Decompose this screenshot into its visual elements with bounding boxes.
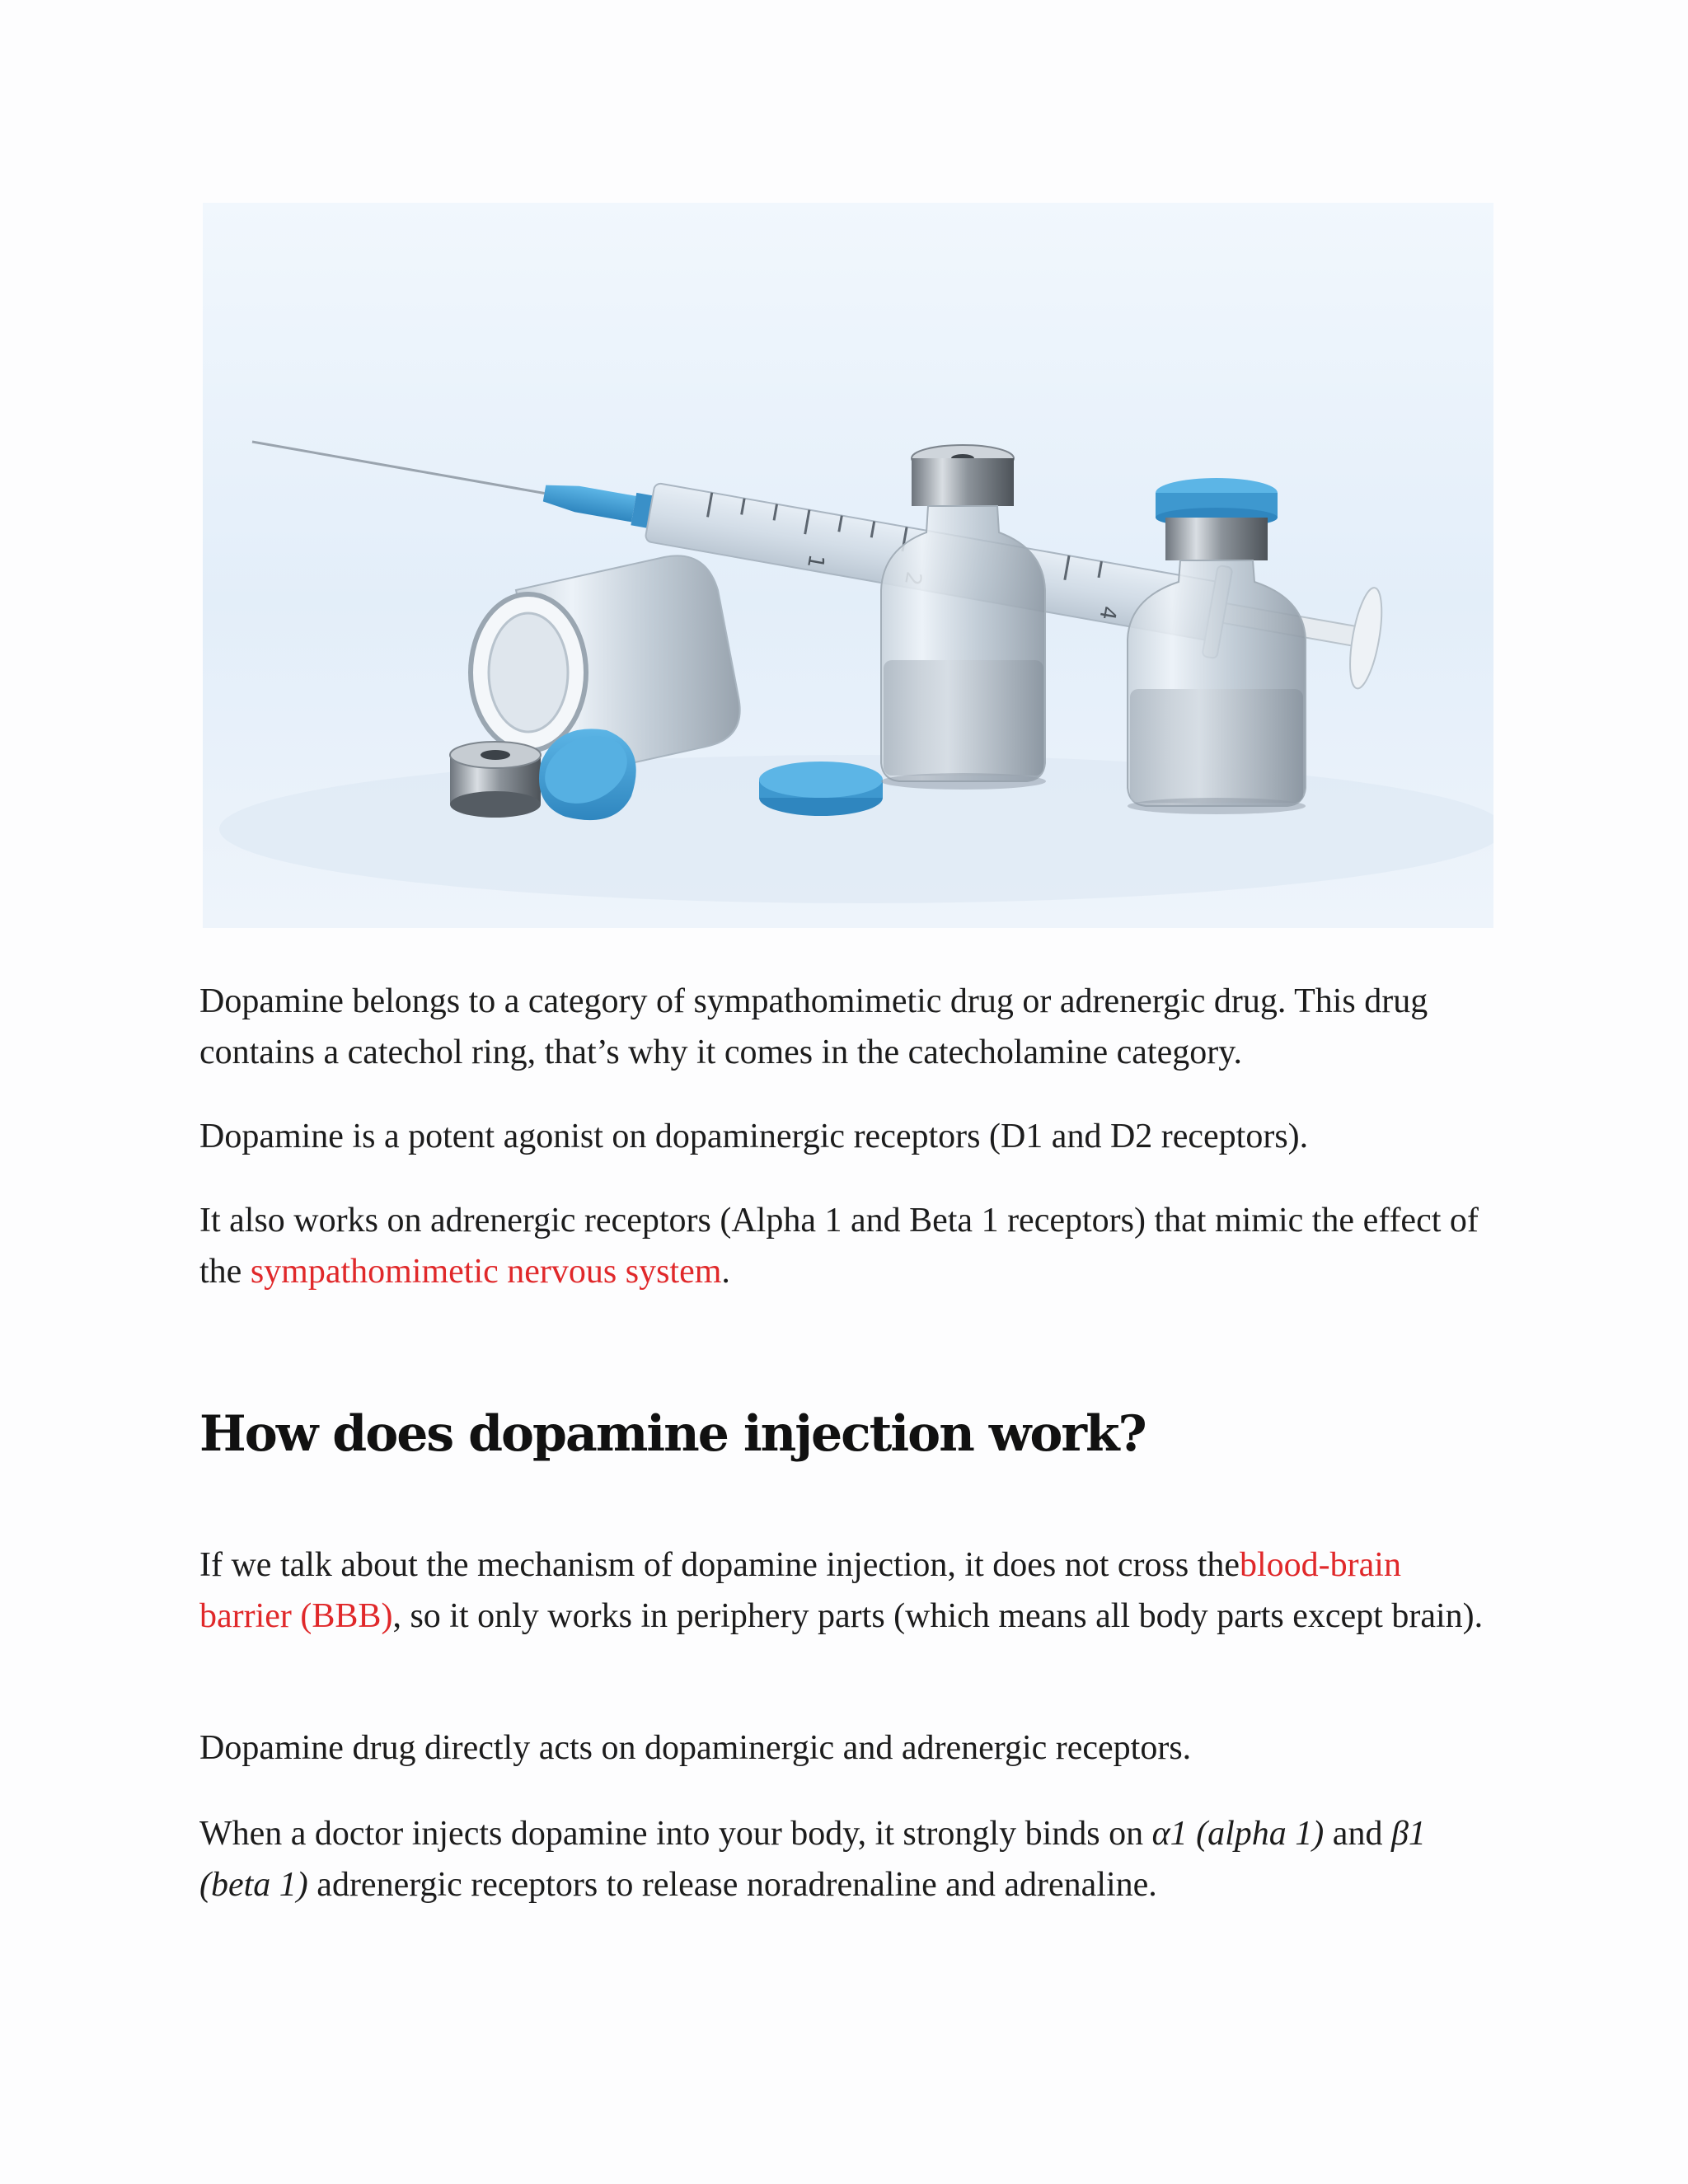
section-paragraph-2-text: Dopamine drug directly acts on dopaminergic and adrenergic receptors. [199, 1729, 1192, 1767]
syringe-mark-4: 4 [1094, 603, 1121, 622]
section-paragraph-3-mid: and [1324, 1815, 1391, 1853]
section-paragraph-3-end: adrenergic receptors to release noradrenaline and adrenaline. [307, 1866, 1157, 1904]
beta-1-term: β1 (beta 1) [199, 1815, 1426, 1904]
intro-paragraph-3-end: . [721, 1253, 730, 1291]
intro-paragraph-3-text: It also works on adrenergic receptors (Alpha 1 and Beta 1 receptors) that mimic the effect of the [199, 1202, 1479, 1291]
section-heading: How does dopamine injection work? [199, 1405, 1146, 1463]
intro-paragraph-2-text: Dopamine is a potent agonist on dopaminergic receptors (D1 and D2 receptors). [199, 1118, 1309, 1155]
sympathomimetic-link[interactable]: sympathomimetic nervous system [250, 1253, 722, 1291]
syringe-mark-1: 1 [801, 552, 829, 570]
section-paragraph-1-end: , so it only works in periphery parts (which means all body parts except brain). [392, 1597, 1484, 1635]
syringe-and-vials-image [203, 203, 1493, 928]
section-paragraph-1 [199, 1540, 1502, 1642]
intro-paragraph-3 [199, 1195, 1502, 1297]
metal-cap-icon [450, 742, 541, 818]
hero-illustration [203, 203, 1493, 928]
section-paragraph-3 [199, 1808, 1502, 1910]
intro-paragraph-1-text: Dopamine belongs to a category of sympathomimetic drug or adrenergic drug. This drug contains a catechol ring, that’s why it comes in the catecholamine category. [199, 982, 1428, 1071]
section-paragraph-2 [199, 1722, 1502, 1774]
intro-paragraph-1 [199, 976, 1502, 1078]
section-paragraph-1-text: If we talk about the mechanism of dopamine injection, it does not cross the [199, 1546, 1240, 1584]
blood-brain-barrier-link[interactable]: blood-brain barrier (BBB) [199, 1546, 1401, 1635]
blue-disc-icon [759, 762, 883, 816]
intro-paragraph-2 [199, 1111, 1502, 1162]
alpha-1-term: α1 (alpha 1) [1151, 1815, 1325, 1853]
section-paragraph-3-text: When a doctor injects dopamine into your body, it strongly binds on [199, 1815, 1152, 1853]
